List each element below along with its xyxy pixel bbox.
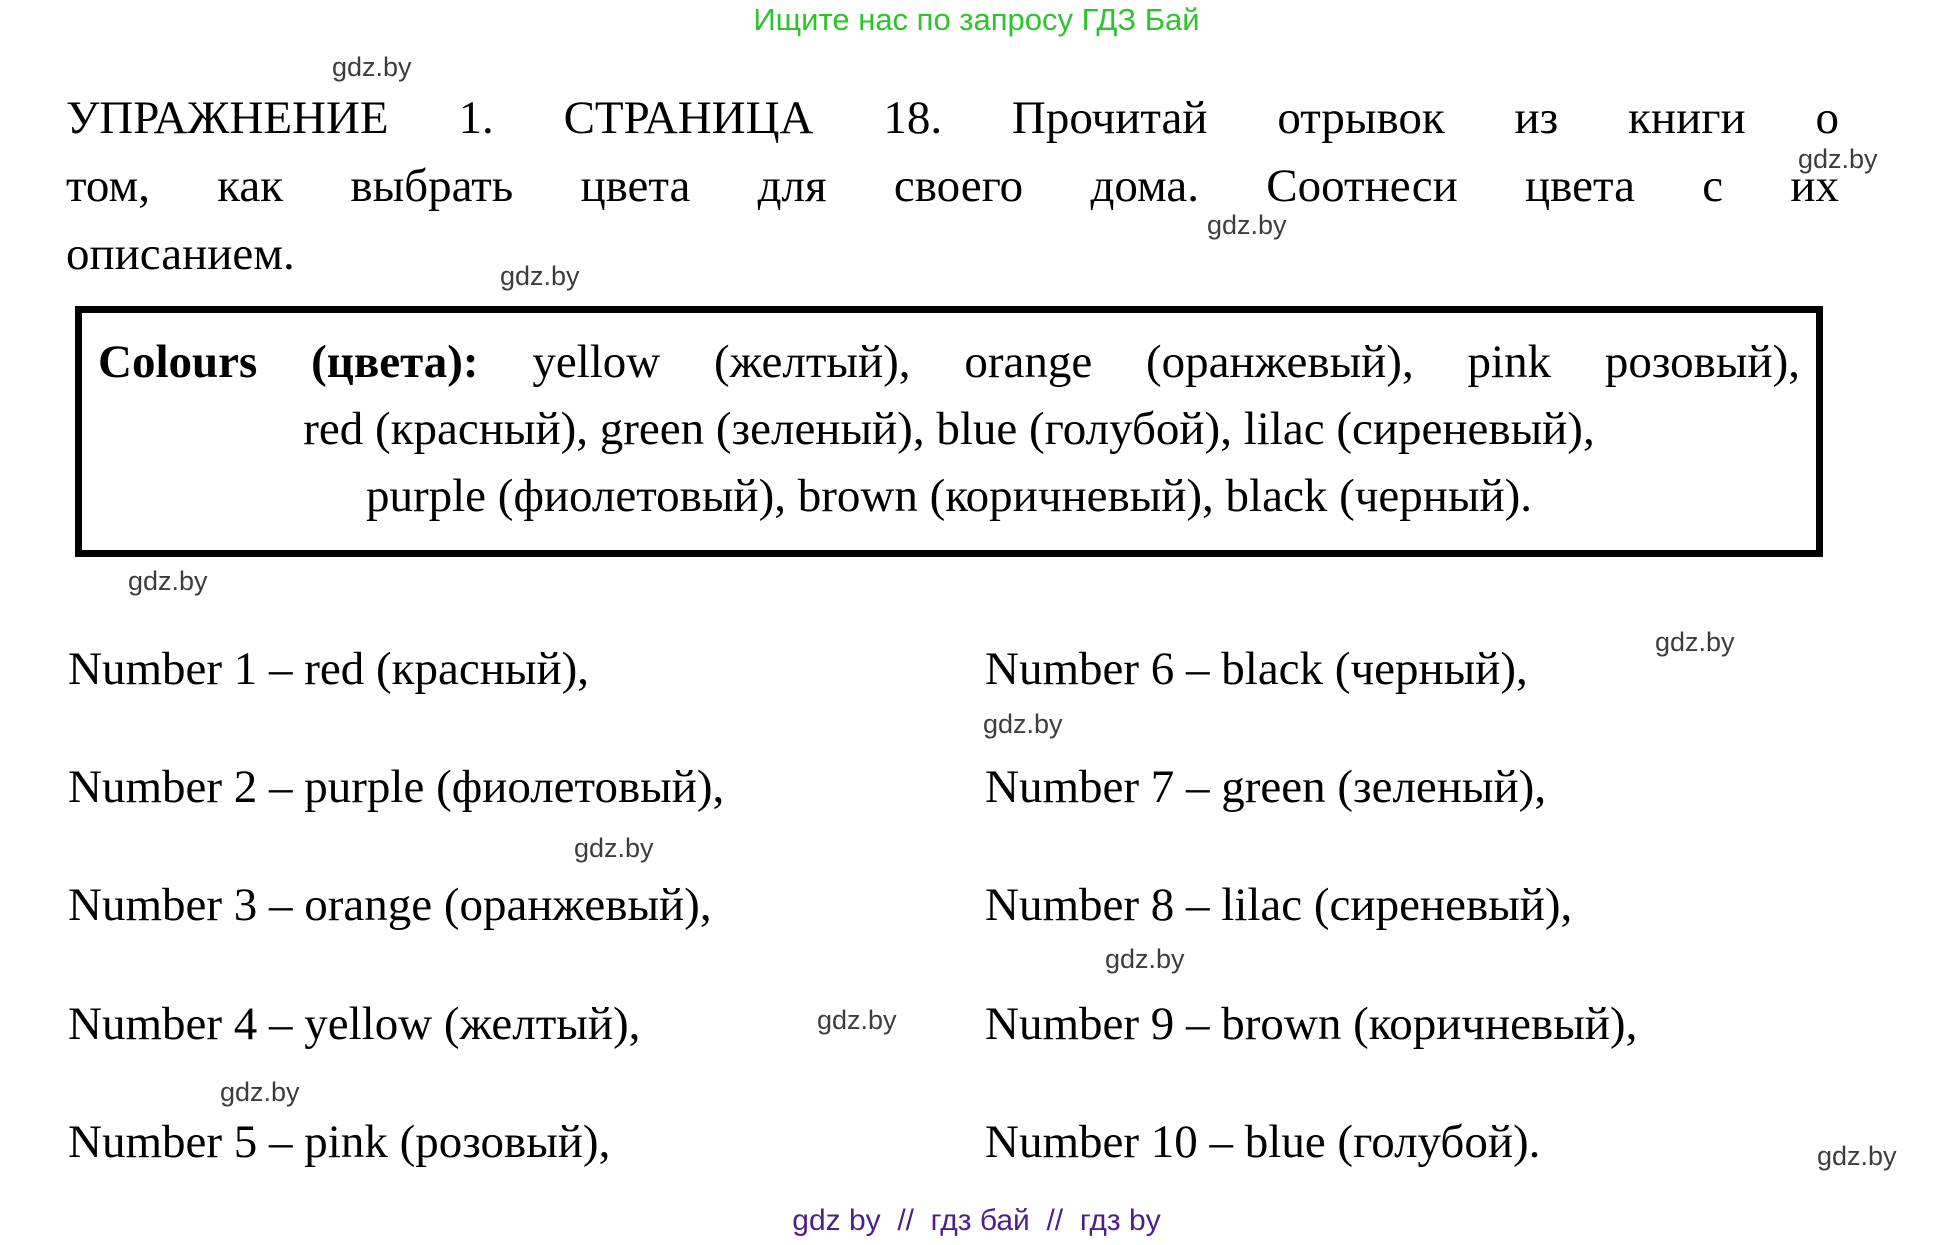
exercise-heading <box>66 84 1839 288</box>
gdz-watermark: gdz.by <box>983 709 1063 739</box>
answer-number-8: Number 8 – lilac (сиреневый), <box>985 879 1573 931</box>
gdz-watermark: gdz.by <box>220 1077 300 1107</box>
colours-label: Colours (цвета): <box>98 336 479 388</box>
answer-number-10: Number 10 – blue (голубой). <box>985 1116 1541 1168</box>
answer-number-9: Number 9 – brown (коричневый), <box>985 998 1638 1050</box>
gdz-watermark: gdz.by <box>500 261 580 291</box>
gdz-watermark: gdz.by <box>128 566 208 596</box>
gdz-watermark: gdz.by <box>1207 210 1287 240</box>
colours-line1-rest: yellow (желтый), orange (оранжевый), pink розовый), <box>478 336 1800 388</box>
heading-line-1: УПРАЖНЕНИЕ 1. СТРАНИЦА 18. Прочитай отрывок из книги о <box>66 92 1839 144</box>
answer-number-7: Number 7 – green (зеленый), <box>985 761 1547 813</box>
promo-banner: Ищите нас по запросу ГДЗ Бай <box>753 2 1200 37</box>
gdz-watermark: gdz.by <box>332 52 412 82</box>
answer-number-1: Number 1 – red (красный), <box>68 643 590 695</box>
colours-box-line-2: red (красный), green (зеленый), blue (голубой), lilac (сиреневый), <box>303 403 1595 455</box>
colours-box-line-3: purple (фиолетовый), brown (коричневый), black (черный). <box>365 470 1533 522</box>
answer-number-5: Number 5 – pink (розовый), <box>68 1116 611 1168</box>
gdz-watermark: gdz.by <box>1655 627 1735 657</box>
colours-box-line-1 <box>98 329 1800 396</box>
answer-number-4: Number 4 – yellow (желтый), <box>68 998 641 1050</box>
gdz-watermark: gdz.by <box>1105 944 1185 974</box>
gdz-watermark: gdz.by <box>574 833 654 863</box>
site-footer: gdz by // гдз бай // гдз by <box>792 1204 1161 1237</box>
gdz-watermark: gdz.by <box>817 1005 897 1035</box>
heading-line-3: описанием. <box>66 228 295 280</box>
heading-line-2: том, как выбрать цвета для своего дома. Соотнеси цвета с их <box>66 160 1839 212</box>
colours-vocabulary-box <box>75 306 1823 557</box>
gdz-watermark: gdz.by <box>1798 144 1878 174</box>
answer-number-3: Number 3 – orange (оранжевый), <box>68 879 712 931</box>
answer-number-6: Number 6 – black (черный), <box>985 643 1528 695</box>
gdz-watermark: gdz.by <box>1817 1141 1897 1171</box>
answer-number-2: Number 2 – purple (фиолетовый), <box>68 761 725 813</box>
